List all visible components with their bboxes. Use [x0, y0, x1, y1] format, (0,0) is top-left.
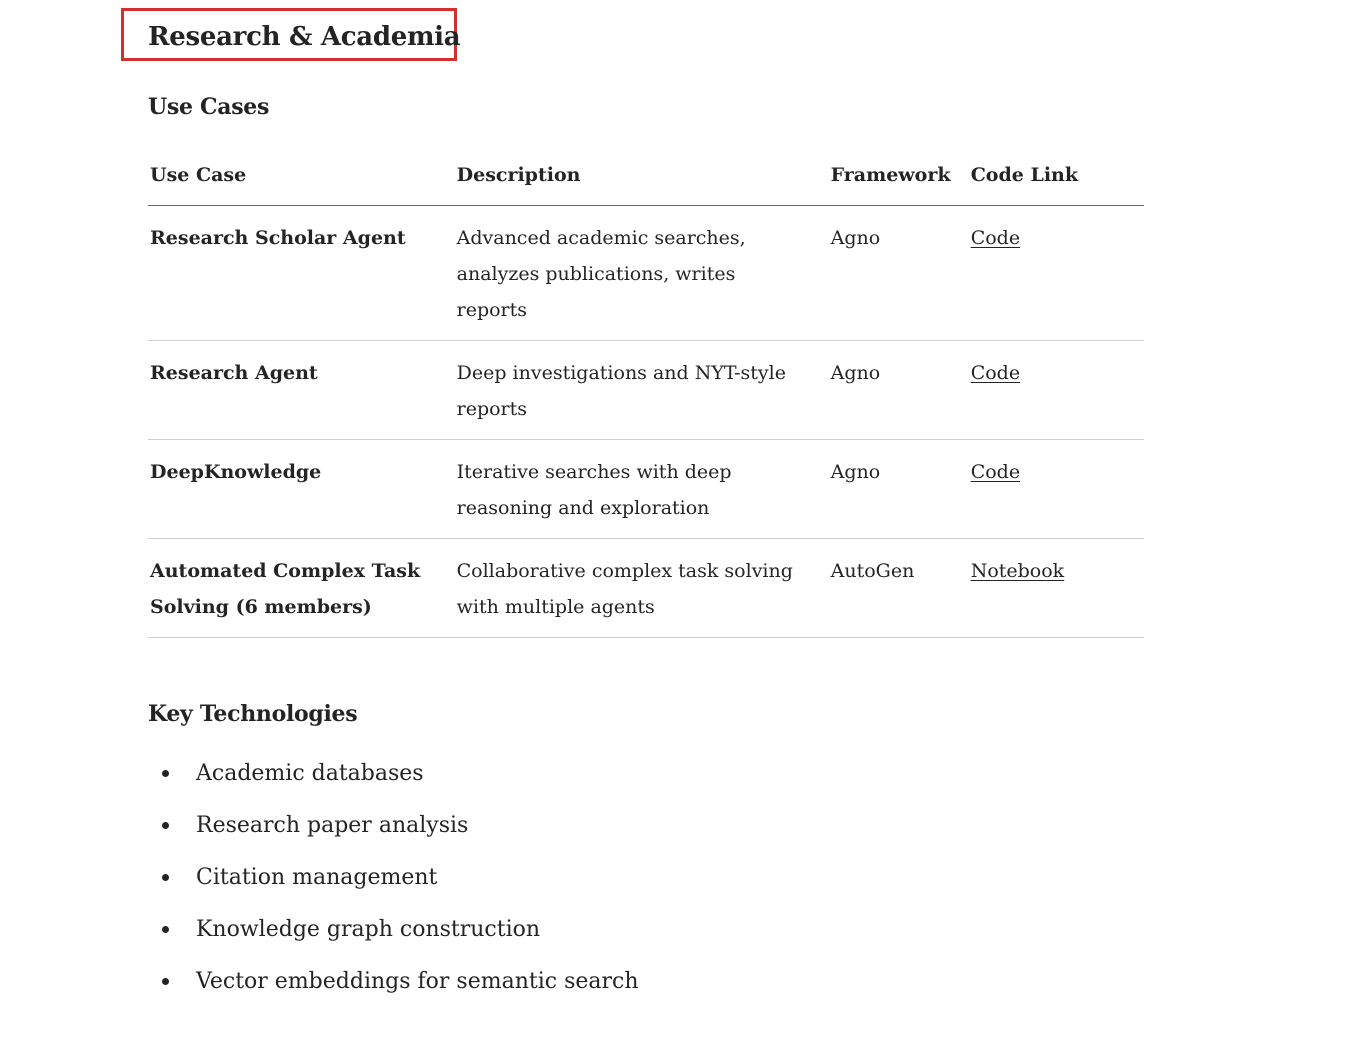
- use-case-description: Iterative searches with deep reasoning and exploration: [456, 461, 732, 519]
- use-case-name: Automated Complex Task Solving (6 members): [150, 560, 421, 618]
- list-item: Vector embeddings for semantic search: [196, 956, 639, 1008]
- list-item: Knowledge graph construction: [196, 904, 639, 956]
- use-case-description: Advanced academic searches, analyzes publications, writes reports: [456, 227, 746, 321]
- key-technologies-heading: Key Technologies: [148, 701, 358, 727]
- use-case-framework: Agno: [830, 461, 881, 483]
- code-link-cell: [971, 440, 1144, 539]
- use-case-framework: Agno: [830, 227, 881, 249]
- use-case-description: Deep investigations and NYT-style reports: [456, 362, 786, 420]
- column-header-description: Description: [456, 164, 581, 186]
- notebook-link[interactable]: Notebook: [970, 560, 1065, 582]
- table-row: [148, 440, 1144, 539]
- column-header-use-case: Use Case: [150, 164, 247, 186]
- use-case-description: Collaborative complex task solving with multiple agents: [456, 560, 793, 618]
- table-row: [148, 206, 1144, 341]
- use-case-framework: AutoGen: [830, 560, 915, 582]
- code-link-cell: [971, 341, 1144, 440]
- column-header-framework: Framework: [830, 164, 951, 186]
- list-item: Research paper analysis: [196, 800, 639, 852]
- code-link[interactable]: Code: [970, 461, 1021, 483]
- key-technologies-list: [148, 748, 639, 1008]
- code-link-cell: [971, 206, 1144, 341]
- table-row: [148, 341, 1144, 440]
- code-link[interactable]: Code: [970, 227, 1021, 249]
- use-case-name: Research Agent: [150, 362, 318, 384]
- use-case-name: Research Scholar Agent: [150, 227, 406, 249]
- notebook-link-cell: [971, 539, 1144, 638]
- list-item: Academic databases: [196, 748, 639, 800]
- code-link[interactable]: Code: [970, 362, 1021, 384]
- table-row: [148, 539, 1144, 638]
- use-case-name: DeepKnowledge: [150, 461, 322, 483]
- section-title: Research & Academia: [148, 22, 461, 52]
- column-header-code-link: Code Link: [970, 164, 1079, 186]
- use-cases-heading: Use Cases: [148, 94, 270, 120]
- table-header-row: [148, 156, 1144, 206]
- list-item: Citation management: [196, 852, 639, 904]
- use-cases-table: [148, 156, 1144, 638]
- use-case-framework: Agno: [830, 362, 881, 384]
